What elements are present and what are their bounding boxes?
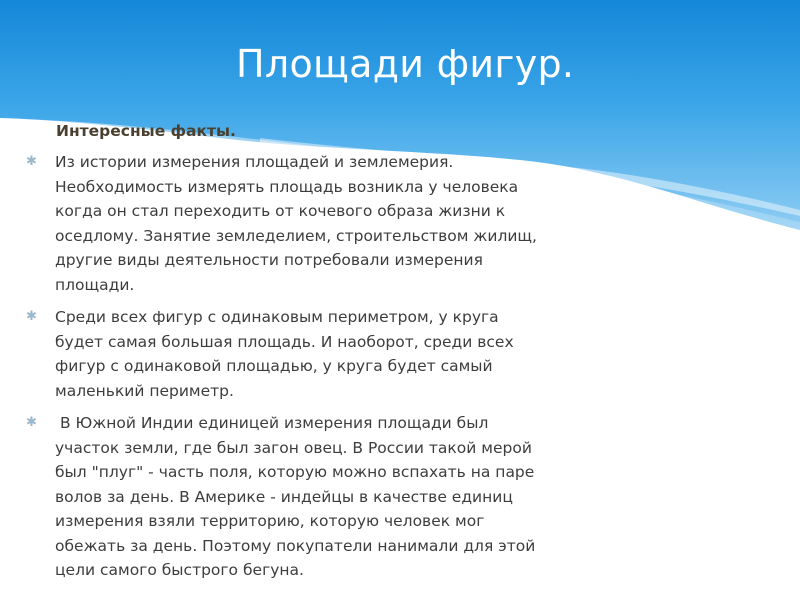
- asterisk-bullet-icon: ✱: [26, 415, 37, 430]
- slide-title: Площади фигур.: [236, 42, 575, 86]
- bullet-list: [26, 150, 546, 591]
- slide-subheading: Интересные факты.: [56, 122, 236, 140]
- asterisk-bullet-icon: ✱: [26, 154, 37, 169]
- list-item-text: Среди всех фигур с одинаковым периметром, у круга будет самая большая площадь. И наоборот, среди всех фигур с одинаковой площадью, у круга будет самый маленький периметр.: [55, 308, 514, 400]
- asterisk-bullet-icon: ✱: [26, 309, 37, 324]
- list-item: [26, 411, 546, 583]
- list-item-text: В Южной Индии единицей измерения площади был участок земли, где был загон овец. В России такой мерой был "плуг" - часть поля, которую можно вспахать на паре волов за день. В Америке - индейцы в качестве единиц измерения взяли территорию, которую человек мог обежать за день. Поэтому покупатели нанимали для этой цели самого быстрого бегуна.: [55, 414, 541, 579]
- list-item: [26, 150, 546, 297]
- list-item-text: Из истории измерения площадей и землемерия. Необходимость измерять площадь возникла у человека когда он стал переходить от кочевого образа жизни к оседлому. Занятие земледелием, строительством жилищ, другие виды деятельности потребовали измерения площади.: [55, 153, 537, 294]
- list-item: [26, 305, 546, 403]
